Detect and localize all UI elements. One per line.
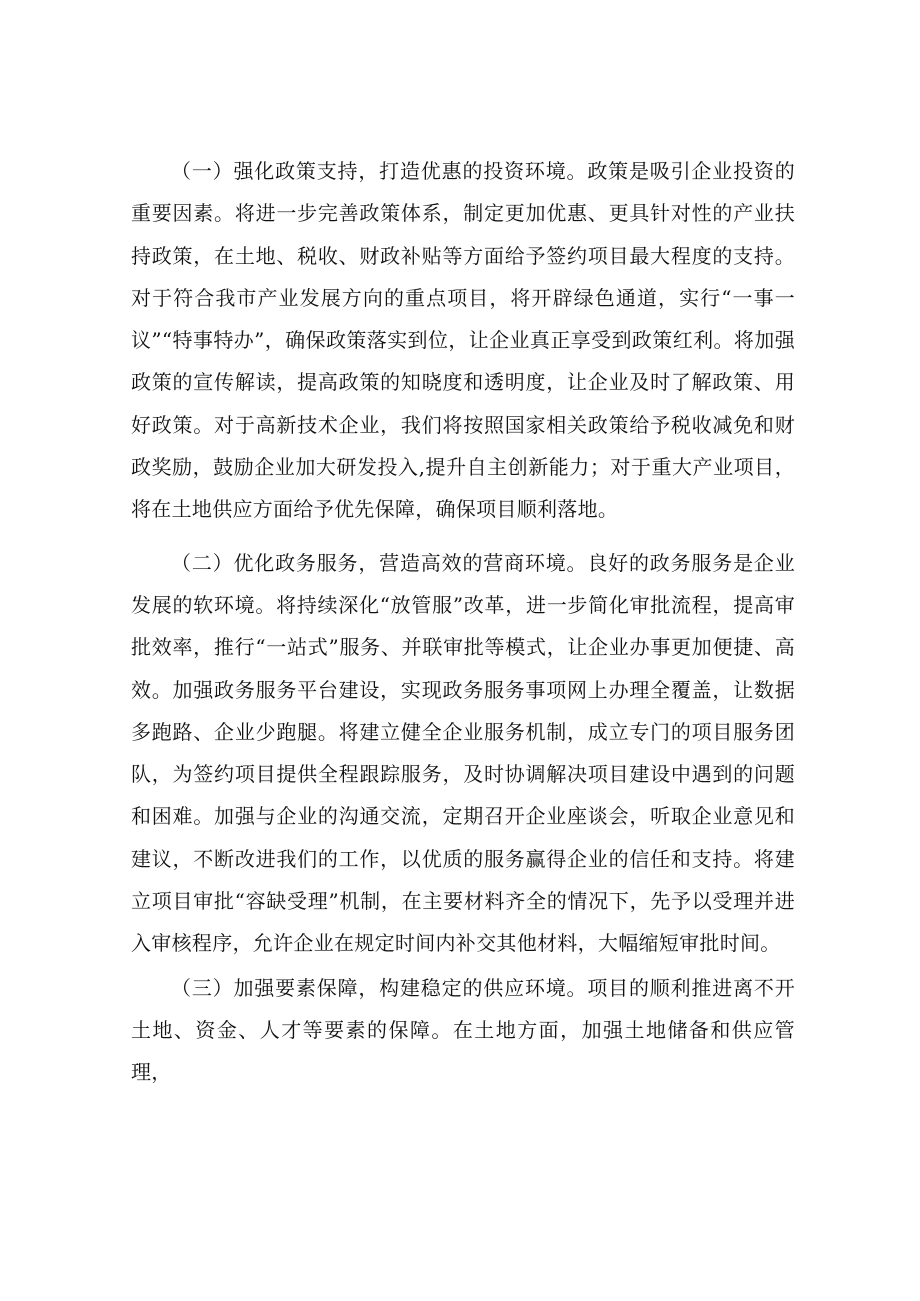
paragraph-government-services: （二）优化政务服务，营造高效的营商环境。良好的政务服务是企业发展的软环境。将持续深化“放管服”改革，进一步简化审批流程，提高审批效率，推行“一站式”服务、并联审批等模式，让企业办事更加便捷、高效。加强政务服务平台建设，实现政务服务事项网上办理全覆盖，让数据多跑路、企业少跑腿。将建立健全企业服务机制，成立专门的项目服务团队，为签约项目提供全程跟踪服务，及时协调解决项目建设中遇到的问题和困难。加强与企业的沟通交流，定期召开企业座谈会，听取企业意见和建议，不断改进我们的工作，以优质的服务赢得企业的信任和支持。将建立项目审批“容缺受理”机制，在主要材料齐全的情况下，先予以受理并进入审核程序，允许企业在规定时间内补交其他材料，大幅缩短审批时间。 <box>131 550 795 956</box>
paragraph-factor-guarantee: （三）加强要素保障，构建稳定的供应环境。项目的顺利推进离不开土地、资金、人才等要素的保障。在土地方面，加强土地储备和供应管理， <box>131 975 795 1085</box>
paragraph-policy-support: （一）强化政策支持，打造优惠的投资环境。政策是吸引企业投资的重要因素。将进一步完善政策体系，制定更加优惠、更具针对性的产业扶持政策，在土地、税收、财政补贴等方面给予签约项目最大程度的支持。对于符合我市产业发展方向的重点项目，将开辟绿色通道，实行“一事一议”“特事特办”，确保政策落实到位，让企业真正享受到政策红利。将加强政策的宣传解读，提高政策的知晓度和透明度，让企业及时了解政策、用好政策。对于高新技术企业，我们将按照国家相关政策给予税收减免和财政奖励，鼓励企业加大研发投入,提升自主创新能力；对于重大产业项目，将在土地供应方面给予优先保障，确保项目顺利落地。 <box>131 159 795 522</box>
document-body <box>131 150 795 1094</box>
